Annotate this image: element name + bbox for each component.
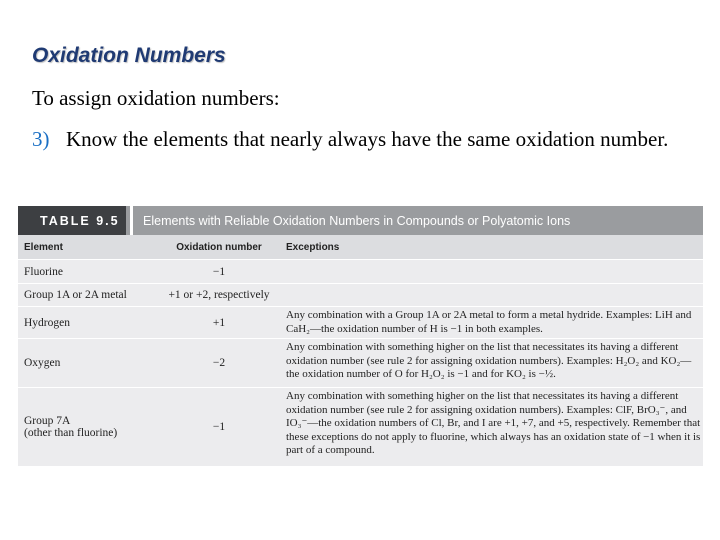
cell-element [18,388,154,466]
slide-title: Oxidation Numbers [32,44,226,67]
table-caption: Elements with Reliable Oxidation Numbers in Compounds or Polyatomic Ions [130,206,703,235]
cell-element-line1: Group 7A [24,415,71,427]
table-row [18,306,703,338]
cell-oxidation: −1 [212,265,226,278]
col-header-exceptions: Exceptions [286,241,340,253]
cell-element: Group 1A or 2A metal [24,289,127,301]
table-row [18,338,703,387]
table-row [18,387,703,466]
cell-element-line2: (other than fluorine) [24,427,118,439]
cell-element: Oxygen [24,357,61,369]
table-tag: TABLE 9.5 [18,206,126,235]
cell-exceptions: Any combination with something higher on the list that necessitates its having a different oxidation number (see rule 2 for assigning oxidation numbers). Examples: H₂O₂ and KO₂—the oxidation number of O for H₂O₂ is −1 and for KO₂ is −½. [286,341,692,380]
table-header-bar [18,206,703,235]
cell-element: Hydrogen [24,316,70,329]
column-headers [18,235,703,259]
point-number: 3) [32,127,50,151]
table-row [18,259,703,283]
cell-oxidation: +1 [212,316,226,329]
table-figure [18,206,703,468]
cell-exceptions: Any combination with something higher on the list that necessitates its having a different oxidation number (see rule 2 for assigning oxidation numbers). Examples: ClF, BrO₃⁻, and IO₃⁻—the oxidation numbers of Cl, Br, and I are +1, +7, and +5, respectively. Remember that these exceptions do not apply to fluorine, which always has an oxidation state of −1 when it is part of a compound. [286,390,701,456]
intro-text: To assign oxidation numbers: [32,86,280,110]
cell-oxidation: +1 or +2, respectively [168,289,270,301]
cell-exceptions: Any combination with a Group 1A or 2A metal to form a metal hydride. Examples: LiH and CaH₂—the oxidation number of H is −1 in both examples. [286,309,692,335]
point-text: Know the elements that nearly always have the same oxidation number. [66,127,669,151]
cell-oxidation: −2 [212,357,226,369]
bullet-point [32,126,682,153]
cell-exceptions [284,284,703,306]
cell-oxidation: −1 [212,421,226,433]
col-header-element: Element [24,241,63,253]
table-row [18,283,703,306]
col-header-oxidation: Oxidation number [176,241,262,253]
cell-exceptions [284,260,703,283]
cell-element: Fluorine [24,265,63,278]
